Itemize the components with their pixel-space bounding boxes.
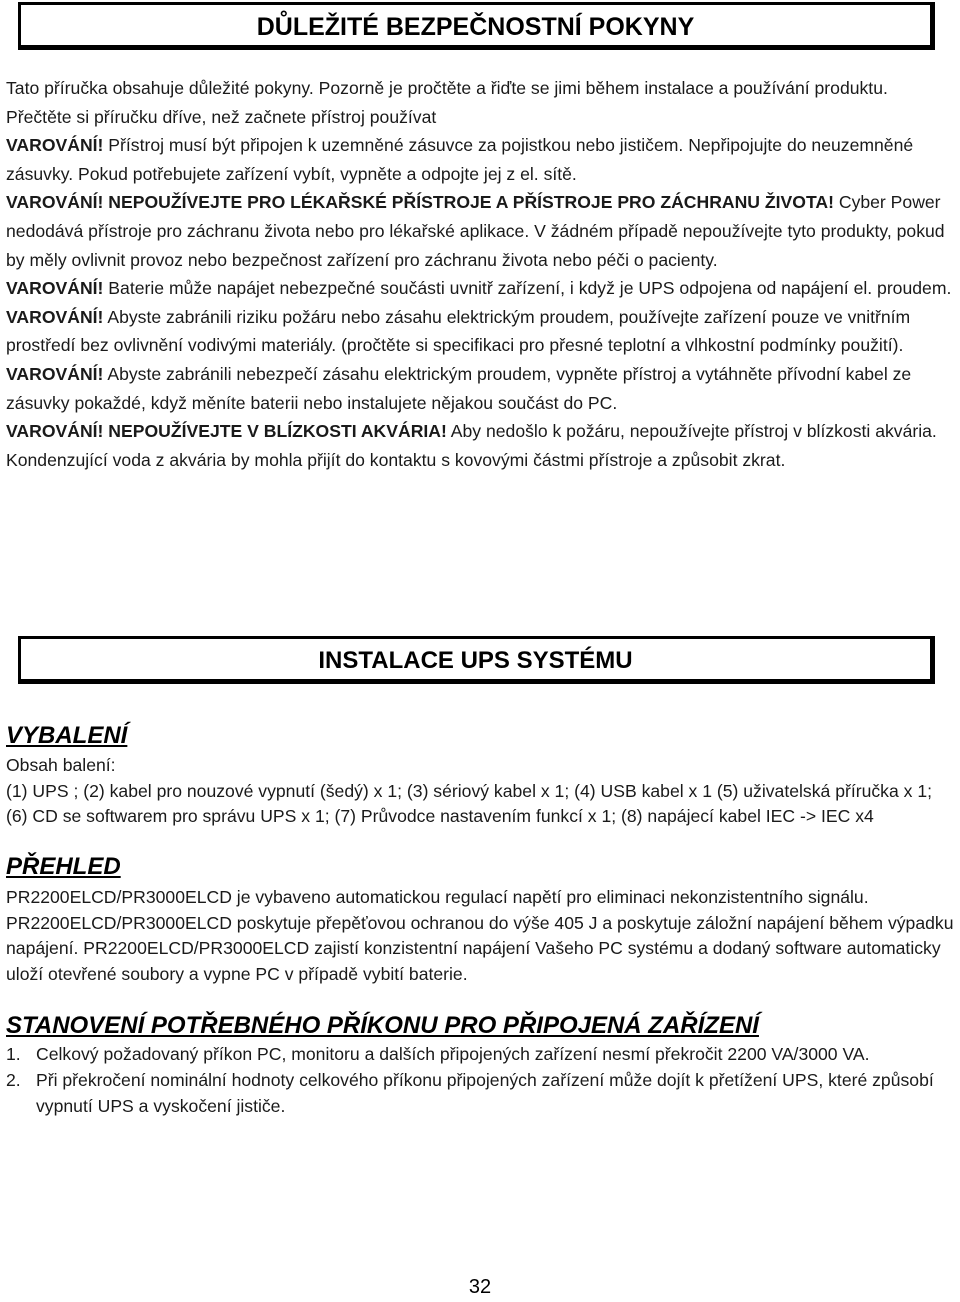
safety-banner-title: DŮLEŽITÉ BEZPEČNOSTNÍ POKYNY: [256, 13, 695, 41]
warning-text: Abyste zabránili riziku požáru nebo zásahu elektrickým proudem, používejte zařízení pouze ve vnitřním prostředí bez ovlivnění vodivými materiály. (pročtěte si specifikaci pro přesné teplotní a vlhkostní podmínky použití).: [6, 306, 911, 356]
package-contents-list: (1) UPS ; (2) kabel pro nouzové vypnutí (šedý) x 1; (3) sériový kabel x 1; (4) USB kabel x 1 (5) uživatelská příručka x 1; (6) CD se softwarem pro správu UPS x 1; (7) Průvodce nastavením funkcí x 1; (8) napájecí kabel IEC -> IEC x4: [6, 780, 932, 827]
unpacking-section: [6, 753, 956, 830]
warning-text: Cyber Power nedodává přístroje pro záchranu života nebo pro lékařské aplikace. V žádném případě nepoužívejte tyto produkty, pokud by měly ovlivnit provoz nebo bezpečnost zařízení pro záchranu života nebo péči o pacienty.: [6, 192, 945, 270]
warning-label: VAROVÁNÍ!: [6, 306, 104, 327]
warning-label: VAROVÁNÍ!: [6, 278, 104, 299]
installation-banner-title: INSTALACE UPS SYSTÉMU: [318, 647, 633, 674]
list-item-number: 1.: [6, 1044, 21, 1064]
safety-instructions: [6, 74, 956, 474]
warning-label: VAROVÁNÍ!: [6, 363, 104, 384]
list-item-text: Celkový požadovaný příkon PC, monitoru a dalších připojených zařízení nesmí překročit 2200 VA/3000 VA.: [36, 1044, 870, 1064]
warning-label: VAROVÁNÍ! NEPOUŽÍVEJTE PRO LÉKAŘSKÉ PŘÍSTROJE A PŘÍSTROJE PRO ZÁCHRANU ŽIVOTA!: [6, 192, 834, 213]
intro-text: Tato příručka obsahuje důležité pokyny. Pozorně je pročtěte a řiďte se jimi během instalace a používání produktu. Přečtěte si příručku dříve, než začnete přístroj používat: [6, 78, 888, 127]
unpacking-heading: VYBALENÍ: [6, 722, 128, 749]
overview-text: PR2200ELCD/PR3000ELCD je vybaveno automatickou regulací napětí pro eliminaci nekonzistentního signálu. PR2200ELCD/PR3000ELCD poskytuje přepěťovou ochranou do výše 405 J a poskytuje záložní napájení během výpadku napájení. PR2200ELCD/PR3000ELCD zajistí konzistentní napájení Vašeho PC systému a dodaný software automaticky uloží otevřené soubory a vypne PC v případě vybití baterie.: [6, 887, 954, 984]
warning-label: VAROVÁNÍ! NEPOUŽÍVEJTE V BLÍZKOSTI AKVÁRIA!: [6, 421, 447, 442]
list-item-text: Při překročení nominální hodnoty celkového příkonu připojených zařízení může dojít k přetížení UPS, které způsobí vypnutí UPS a vyskočení jističe.: [36, 1070, 934, 1116]
package-contents-label: Obsah balení:: [6, 755, 116, 775]
warning-text: Aby nedošlo k požáru, nepoužívejte přístroj v blízkosti akvária. Kondenzující voda z akvária by mohla přijít do kontaktu s kovovými částmi přístroje a způsobit zkrat.: [6, 421, 937, 470]
overview-heading: PŘEHLED: [6, 853, 121, 880]
list-item-number: 2.: [6, 1070, 21, 1090]
list-item: [6, 1041, 958, 1067]
page-number: 32: [468, 1276, 492, 1298]
warning-text: Abyste zabránili nebezpečí zásahu elektrickým proudem, vypněte přístroj a vytáhněte přívodní kabel ze zásuvky pokaždé, když měníte baterii nebo instalujete nějakou součást do PC.: [6, 363, 912, 413]
installation-banner: [18, 636, 935, 684]
warning-text: Baterie může napájet nebezpečné součásti uvnitř zařízení, i když je UPS odpojena od napájení el. proudem.: [103, 278, 952, 299]
power-requirements-list: [6, 1041, 958, 1119]
safety-banner: [18, 2, 935, 50]
warning-text: Přístroj musí být připojen k uzemněné zásuvce za pojistkou nebo jističem. Nepřipojujte do neuzemněné zásuvky. Pokud potřebujete zařízení vybít, vypněte a odpojte jej z el. sítě.: [6, 135, 914, 184]
list-item: [6, 1067, 958, 1119]
power-requirements-heading: STANOVENÍ POTŘEBNÉHO PŘÍKONU PRO PŘIPOJENÁ ZAŘÍZENÍ: [6, 1012, 759, 1039]
warning-label: VAROVÁNÍ!: [6, 135, 104, 156]
